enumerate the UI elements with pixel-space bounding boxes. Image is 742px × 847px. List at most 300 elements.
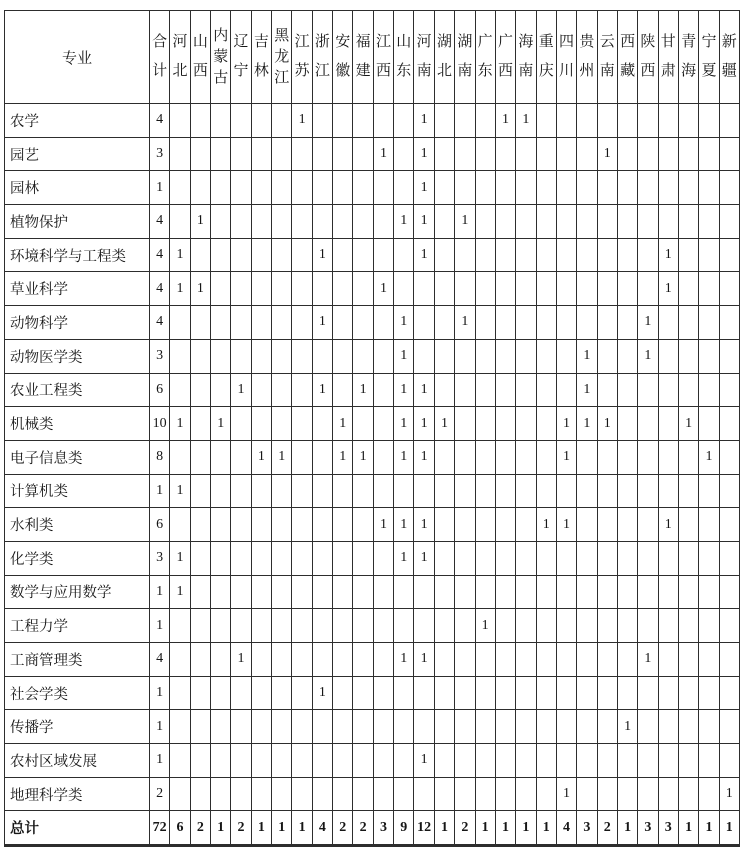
value-cell-福建 (353, 508, 373, 542)
value-cell-浙江: 1 (312, 238, 332, 272)
value-cell-江西 (373, 205, 393, 239)
value-cell-合计: 1 (150, 676, 170, 710)
value-cell-山西 (190, 137, 210, 171)
value-cell-宁夏 (699, 541, 719, 575)
value-cell-贵州: 1 (577, 339, 597, 373)
value-cell-四川 (556, 744, 576, 778)
value-cell-浙江 (312, 474, 332, 508)
value-cell-云南 (597, 609, 617, 643)
value-cell-湖北 (434, 575, 454, 609)
value-cell-广东 (475, 508, 495, 542)
value-cell-江西 (373, 238, 393, 272)
value-cell-海南: 1 (516, 104, 536, 138)
value-cell-吉林 (251, 171, 271, 205)
value-cell-四川 (556, 710, 576, 744)
value-cell-青海 (678, 643, 698, 677)
table-row (5, 474, 740, 508)
value-cell-陕西 (638, 541, 658, 575)
row-label: 植物保护 (5, 205, 150, 239)
value-cell-陕西 (638, 676, 658, 710)
value-cell-广西 (495, 306, 515, 340)
value-cell-湖南 (455, 339, 475, 373)
value-cell-浙江: 1 (312, 373, 332, 407)
value-cell-海南 (516, 777, 536, 811)
value-cell-山东 (394, 777, 414, 811)
value-cell-浙江 (312, 609, 332, 643)
value-cell-河南: 1 (414, 508, 434, 542)
value-cell-黑龙江 (272, 508, 292, 542)
value-cell-湖北 (434, 474, 454, 508)
value-cell-内蒙古 (211, 104, 231, 138)
table-row (5, 575, 740, 609)
col-header-江西: 江 西 (373, 11, 393, 104)
table-row (5, 171, 740, 205)
value-cell-重庆: 1 (536, 508, 556, 542)
value-cell-合计: 1 (150, 171, 170, 205)
value-cell-山西: 1 (190, 205, 210, 239)
value-cell-河南 (414, 609, 434, 643)
row-label: 动物科学 (5, 306, 150, 340)
value-cell-云南 (597, 474, 617, 508)
value-cell-湖南: 1 (455, 205, 475, 239)
header-row (5, 11, 740, 104)
value-cell-陕西 (638, 205, 658, 239)
value-cell-青海 (678, 744, 698, 778)
value-cell-陕西 (638, 609, 658, 643)
value-cell-合计: 3 (150, 541, 170, 575)
value-cell-合计: 6 (150, 508, 170, 542)
value-cell-吉林 (251, 205, 271, 239)
value-cell-广东 (475, 205, 495, 239)
value-cell-江苏 (292, 777, 312, 811)
value-cell-山东: 1 (394, 373, 414, 407)
value-cell-内蒙古 (211, 440, 231, 474)
value-cell-安徽 (333, 744, 353, 778)
value-cell-安徽 (333, 541, 353, 575)
value-cell-云南 (597, 171, 617, 205)
value-cell-湖北 (434, 171, 454, 205)
value-cell-湖北 (434, 238, 454, 272)
value-cell-福建 (353, 474, 373, 508)
value-cell-山西 (190, 744, 210, 778)
value-cell-新疆 (719, 373, 739, 407)
value-cell-河南 (414, 306, 434, 340)
row-label: 园林 (5, 171, 150, 205)
value-cell-甘肃 (658, 609, 678, 643)
value-cell-广西 (495, 710, 515, 744)
value-cell-新疆 (719, 171, 739, 205)
value-cell-甘肃 (658, 137, 678, 171)
value-cell-青海 (678, 710, 698, 744)
value-cell-合计: 2 (150, 777, 170, 811)
value-cell-内蒙古 (211, 777, 231, 811)
table-row (5, 643, 740, 677)
value-cell-海南 (516, 205, 536, 239)
value-cell-重庆 (536, 777, 556, 811)
value-cell-四川 (556, 205, 576, 239)
value-cell-广西 (495, 205, 515, 239)
value-cell-甘肃 (658, 104, 678, 138)
value-cell-安徽 (333, 373, 353, 407)
value-cell-新疆 (719, 440, 739, 474)
value-cell-山东: 9 (394, 811, 414, 846)
value-cell-山西 (190, 609, 210, 643)
value-cell-重庆 (536, 137, 556, 171)
value-cell-宁夏 (699, 171, 719, 205)
value-cell-江苏 (292, 137, 312, 171)
col-header-辽宁: 辽 宁 (231, 11, 251, 104)
value-cell-云南 (597, 104, 617, 138)
value-cell-新疆 (719, 643, 739, 677)
value-cell-河南: 1 (414, 373, 434, 407)
table-row (5, 238, 740, 272)
value-cell-海南 (516, 609, 536, 643)
value-cell-陕西 (638, 407, 658, 441)
value-cell-山西 (190, 407, 210, 441)
row-label: 传播学 (5, 710, 150, 744)
value-cell-浙江 (312, 339, 332, 373)
value-cell-海南 (516, 272, 536, 306)
value-cell-合计: 1 (150, 575, 170, 609)
value-cell-合计: 4 (150, 104, 170, 138)
majors-by-province-table (4, 10, 740, 847)
value-cell-广西 (495, 508, 515, 542)
value-cell-山东: 1 (394, 440, 414, 474)
value-cell-广东 (475, 339, 495, 373)
value-cell-吉林 (251, 339, 271, 373)
value-cell-陕西 (638, 710, 658, 744)
value-cell-辽宁 (231, 777, 251, 811)
table-row (5, 137, 740, 171)
value-cell-湖南 (455, 137, 475, 171)
value-cell-海南 (516, 137, 536, 171)
value-cell-云南 (597, 339, 617, 373)
value-cell-甘肃: 1 (658, 272, 678, 306)
value-cell-宁夏 (699, 474, 719, 508)
value-cell-合计: 8 (150, 440, 170, 474)
value-cell-合计: 4 (150, 238, 170, 272)
value-cell-贵州 (577, 272, 597, 306)
value-cell-江苏 (292, 407, 312, 441)
value-cell-西藏 (617, 407, 637, 441)
value-cell-云南: 2 (597, 811, 617, 846)
value-cell-广东 (475, 777, 495, 811)
value-cell-浙江 (312, 541, 332, 575)
value-cell-辽宁 (231, 339, 251, 373)
value-cell-甘肃 (658, 744, 678, 778)
value-cell-江西 (373, 710, 393, 744)
value-cell-吉林: 1 (251, 811, 271, 846)
value-cell-四川 (556, 272, 576, 306)
value-cell-辽宁 (231, 676, 251, 710)
col-header-安徽: 安 徽 (333, 11, 353, 104)
value-cell-广西 (495, 137, 515, 171)
value-cell-新疆 (719, 137, 739, 171)
table-row (5, 541, 740, 575)
value-cell-广西: 1 (495, 104, 515, 138)
value-cell-河北 (170, 306, 190, 340)
value-cell-青海 (678, 609, 698, 643)
value-cell-黑龙江 (272, 710, 292, 744)
value-cell-江苏 (292, 339, 312, 373)
value-cell-安徽 (333, 104, 353, 138)
value-cell-陕西 (638, 508, 658, 542)
value-cell-宁夏 (699, 710, 719, 744)
value-cell-甘肃 (658, 541, 678, 575)
value-cell-安徽 (333, 474, 353, 508)
value-cell-山西 (190, 676, 210, 710)
col-header-河南: 河 南 (414, 11, 434, 104)
value-cell-山西 (190, 238, 210, 272)
value-cell-宁夏 (699, 339, 719, 373)
value-cell-河南: 1 (414, 104, 434, 138)
value-cell-辽宁 (231, 440, 251, 474)
value-cell-山东 (394, 474, 414, 508)
value-cell-江西 (373, 541, 393, 575)
value-cell-江西 (373, 306, 393, 340)
col-header-浙江: 浙 江 (312, 11, 332, 104)
value-cell-内蒙古 (211, 238, 231, 272)
value-cell-江苏 (292, 676, 312, 710)
value-cell-陕西 (638, 104, 658, 138)
value-cell-河北 (170, 609, 190, 643)
value-cell-广西 (495, 777, 515, 811)
value-cell-河北 (170, 137, 190, 171)
col-header-合计: 合 计 (150, 11, 170, 104)
value-cell-福建: 2 (353, 811, 373, 846)
value-cell-合计: 1 (150, 710, 170, 744)
value-cell-吉林 (251, 541, 271, 575)
value-cell-西藏 (617, 440, 637, 474)
value-cell-四川 (556, 306, 576, 340)
value-cell-贵州: 3 (577, 811, 597, 846)
value-cell-重庆 (536, 238, 556, 272)
value-cell-贵州 (577, 676, 597, 710)
value-cell-新疆 (719, 306, 739, 340)
value-cell-陕西 (638, 238, 658, 272)
value-cell-江西 (373, 407, 393, 441)
value-cell-海南: 1 (516, 811, 536, 846)
table-row (5, 205, 740, 239)
row-label: 园艺 (5, 137, 150, 171)
row-label: 总计 (5, 811, 150, 846)
value-cell-河北 (170, 171, 190, 205)
col-header-西藏: 西 藏 (617, 11, 637, 104)
value-cell-海南 (516, 306, 536, 340)
value-cell-广西 (495, 407, 515, 441)
value-cell-河南 (414, 575, 434, 609)
value-cell-吉林 (251, 373, 271, 407)
value-cell-宁夏 (699, 205, 719, 239)
col-header-山东: 山 东 (394, 11, 414, 104)
value-cell-吉林: 1 (251, 440, 271, 474)
value-cell-四川: 1 (556, 440, 576, 474)
value-cell-宁夏 (699, 373, 719, 407)
value-cell-宁夏 (699, 609, 719, 643)
col-header-甘肃: 甘 肃 (658, 11, 678, 104)
row-label: 社会学类 (5, 676, 150, 710)
col-header-宁夏: 宁 夏 (699, 11, 719, 104)
value-cell-黑龙江 (272, 541, 292, 575)
value-cell-新疆 (719, 609, 739, 643)
value-cell-广东 (475, 407, 495, 441)
value-cell-湖南 (455, 541, 475, 575)
value-cell-湖北 (434, 440, 454, 474)
value-cell-海南 (516, 238, 536, 272)
value-cell-新疆: 1 (719, 811, 739, 846)
value-cell-湖南 (455, 238, 475, 272)
value-cell-重庆 (536, 575, 556, 609)
value-cell-甘肃 (658, 643, 678, 677)
value-cell-广西 (495, 171, 515, 205)
value-cell-青海 (678, 306, 698, 340)
value-cell-湖南 (455, 575, 475, 609)
value-cell-新疆 (719, 205, 739, 239)
value-cell-广西 (495, 474, 515, 508)
value-cell-湖北 (434, 744, 454, 778)
value-cell-青海 (678, 205, 698, 239)
value-cell-江苏 (292, 643, 312, 677)
value-cell-云南 (597, 508, 617, 542)
value-cell-广东 (475, 171, 495, 205)
value-cell-江西 (373, 171, 393, 205)
value-cell-吉林 (251, 137, 271, 171)
value-cell-甘肃 (658, 676, 678, 710)
value-cell-黑龙江 (272, 777, 292, 811)
value-cell-安徽 (333, 306, 353, 340)
value-cell-重庆 (536, 474, 556, 508)
value-cell-湖南 (455, 474, 475, 508)
value-cell-湖南 (455, 373, 475, 407)
value-cell-河北 (170, 744, 190, 778)
value-cell-江西: 3 (373, 811, 393, 846)
value-cell-广东 (475, 440, 495, 474)
value-cell-西藏 (617, 171, 637, 205)
value-cell-江西 (373, 676, 393, 710)
value-cell-浙江 (312, 710, 332, 744)
value-cell-广东 (475, 744, 495, 778)
table-row (5, 373, 740, 407)
row-label: 工商管理类 (5, 643, 150, 677)
value-cell-湖北 (434, 777, 454, 811)
value-cell-黑龙江 (272, 137, 292, 171)
col-header-云南: 云 南 (597, 11, 617, 104)
value-cell-江西 (373, 777, 393, 811)
value-cell-合计: 4 (150, 306, 170, 340)
value-cell-合计: 1 (150, 609, 170, 643)
value-cell-陕西 (638, 777, 658, 811)
value-cell-内蒙古 (211, 272, 231, 306)
value-cell-江西: 1 (373, 137, 393, 171)
value-cell-湖南 (455, 407, 475, 441)
value-cell-福建 (353, 676, 373, 710)
value-cell-内蒙古 (211, 541, 231, 575)
value-cell-江苏 (292, 306, 312, 340)
value-cell-浙江 (312, 272, 332, 306)
value-cell-内蒙古 (211, 205, 231, 239)
value-cell-吉林 (251, 609, 271, 643)
value-cell-广东 (475, 474, 495, 508)
value-cell-吉林 (251, 508, 271, 542)
value-cell-江苏: 1 (292, 104, 312, 138)
value-cell-四川 (556, 643, 576, 677)
value-cell-内蒙古 (211, 306, 231, 340)
value-cell-山西 (190, 643, 210, 677)
value-cell-合计: 3 (150, 339, 170, 373)
value-cell-广东 (475, 272, 495, 306)
value-cell-山东 (394, 238, 414, 272)
value-cell-宁夏 (699, 272, 719, 306)
col-header-陕西: 陕 西 (638, 11, 658, 104)
value-cell-江西 (373, 474, 393, 508)
value-cell-江苏 (292, 238, 312, 272)
value-cell-江苏 (292, 440, 312, 474)
value-cell-西藏 (617, 474, 637, 508)
value-cell-青海 (678, 339, 698, 373)
value-cell-河北 (170, 339, 190, 373)
value-cell-贵州 (577, 575, 597, 609)
value-cell-湖北 (434, 541, 454, 575)
value-cell-海南 (516, 339, 536, 373)
value-cell-重庆 (536, 440, 556, 474)
value-cell-江西 (373, 575, 393, 609)
value-cell-西藏 (617, 306, 637, 340)
value-cell-辽宁 (231, 541, 251, 575)
value-cell-黑龙江 (272, 272, 292, 306)
value-cell-山西 (190, 575, 210, 609)
value-cell-贵州 (577, 205, 597, 239)
value-cell-安徽 (333, 238, 353, 272)
col-header-海南: 海 南 (516, 11, 536, 104)
value-cell-陕西: 1 (638, 306, 658, 340)
value-cell-黑龙江 (272, 238, 292, 272)
table-row (5, 508, 740, 542)
value-cell-福建 (353, 104, 373, 138)
value-cell-西藏: 1 (617, 710, 637, 744)
value-cell-辽宁: 1 (231, 643, 251, 677)
value-cell-湖南 (455, 643, 475, 677)
value-cell-浙江 (312, 137, 332, 171)
value-cell-福建 (353, 710, 373, 744)
value-cell-吉林 (251, 272, 271, 306)
value-cell-贵州 (577, 306, 597, 340)
value-cell-安徽 (333, 508, 353, 542)
value-cell-陕西 (638, 272, 658, 306)
value-cell-陕西 (638, 171, 658, 205)
value-cell-黑龙江 (272, 104, 292, 138)
value-cell-福建 (353, 541, 373, 575)
value-cell-广西 (495, 643, 515, 677)
value-cell-浙江 (312, 643, 332, 677)
value-cell-新疆 (719, 407, 739, 441)
value-cell-河南: 12 (414, 811, 434, 846)
value-cell-内蒙古 (211, 575, 231, 609)
value-cell-湖南 (455, 676, 475, 710)
table-row (5, 339, 740, 373)
value-cell-四川 (556, 339, 576, 373)
value-cell-福建: 1 (353, 373, 373, 407)
value-cell-西藏 (617, 272, 637, 306)
value-cell-广西 (495, 238, 515, 272)
value-cell-广西 (495, 744, 515, 778)
value-cell-江苏 (292, 373, 312, 407)
value-cell-宁夏 (699, 575, 719, 609)
table-row (5, 744, 740, 778)
value-cell-辽宁: 1 (231, 373, 251, 407)
value-cell-合计: 3 (150, 137, 170, 171)
value-cell-广东 (475, 373, 495, 407)
col-header-福建: 福 建 (353, 11, 373, 104)
